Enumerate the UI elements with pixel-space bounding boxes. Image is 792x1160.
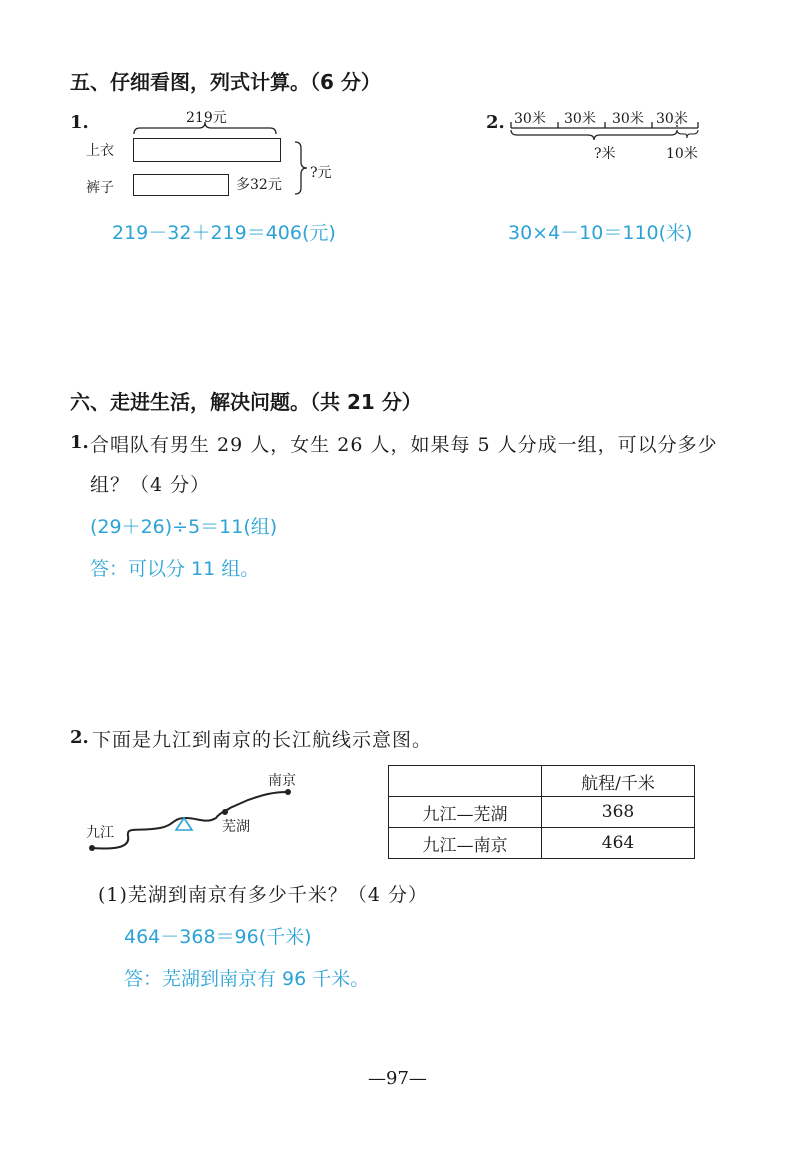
table-cell: 九江—芜湖 xyxy=(389,797,542,828)
section5-heading: 五、仔细看图，列式计算。（6 分） xyxy=(70,70,381,94)
q2-seg3: 30米 xyxy=(612,111,644,127)
q1-row1-label: 上衣 xyxy=(86,143,114,159)
s6-q1-answer-text: 答：可以分 11 组。 xyxy=(90,558,260,580)
q2-unknown-label: ?米 xyxy=(594,146,616,162)
q2-seg4: 30米 xyxy=(656,111,688,127)
table-cell: 九江—南京 xyxy=(389,828,542,859)
s6-q2-sub1-answer-text: 答：芜湖到南京有 96 千米。 xyxy=(124,968,370,990)
page-number: —97— xyxy=(368,1068,427,1089)
map-city-end: 南京 xyxy=(268,773,296,789)
s6-q2-number: 2. xyxy=(70,727,89,748)
map-city-start: 九江 xyxy=(86,825,114,841)
s6-q2-text: 下面是九江到南京的长江航线示意图。 xyxy=(92,729,433,751)
s6-q1-number: 1. xyxy=(70,432,89,453)
q1-pants-bar xyxy=(133,174,229,196)
jiujiang-dot xyxy=(89,845,95,851)
q1-total-label: ?元 xyxy=(310,165,332,181)
table-header-cell xyxy=(389,766,542,797)
q1-top-label: 219元 xyxy=(186,110,227,126)
river-line xyxy=(92,792,288,849)
q1-shirt-bar xyxy=(133,138,281,162)
right-brace xyxy=(295,142,307,194)
q2-seg1: 30米 xyxy=(514,111,546,127)
q1-extra-label: 多32元 xyxy=(236,177,282,193)
q2-answer: 30×4－10＝110(米) xyxy=(508,222,693,244)
map-city-mid: 芜湖 xyxy=(222,819,250,835)
table-header-row xyxy=(389,766,695,797)
table-cell: 464 xyxy=(542,828,695,859)
s6-q1-answer-formula: (29＋26)÷5＝11(组) xyxy=(90,516,278,538)
q2-seg2: 30米 xyxy=(564,111,596,127)
q2-minus-label: 10米 xyxy=(666,146,698,162)
q2-number: 2. xyxy=(486,112,505,133)
table-cell: 368 xyxy=(542,797,695,828)
wuhu-dot xyxy=(222,809,228,815)
s6-q1-line2: 组？（4 分） xyxy=(90,474,211,496)
s6-q2-sub1-answer-formula: 464－368＝96(千米) xyxy=(124,926,312,948)
route-table xyxy=(388,765,695,859)
q1-number: 1. xyxy=(70,112,89,133)
s6-q1-line1: 合唱队有男生 29 人，女生 26 人，如果每 5 人分成一组，可以分多少 xyxy=(90,434,718,456)
q1-answer: 219－32＋219＝406(元) xyxy=(112,222,336,244)
table-row xyxy=(389,828,695,859)
q1-row2-label: 裤子 xyxy=(86,180,114,196)
minus-brace xyxy=(677,130,698,138)
table-row xyxy=(389,797,695,828)
section6-heading: 六、走进生活，解决问题。（共 21 分） xyxy=(70,390,422,414)
unknown-brace xyxy=(511,130,677,140)
top-brace xyxy=(134,122,276,134)
s6-q2-sub1-question: (1)芜湖到南京有多少千米？（4 分） xyxy=(98,884,429,906)
table-header-cell: 航程/千米 xyxy=(542,766,695,797)
